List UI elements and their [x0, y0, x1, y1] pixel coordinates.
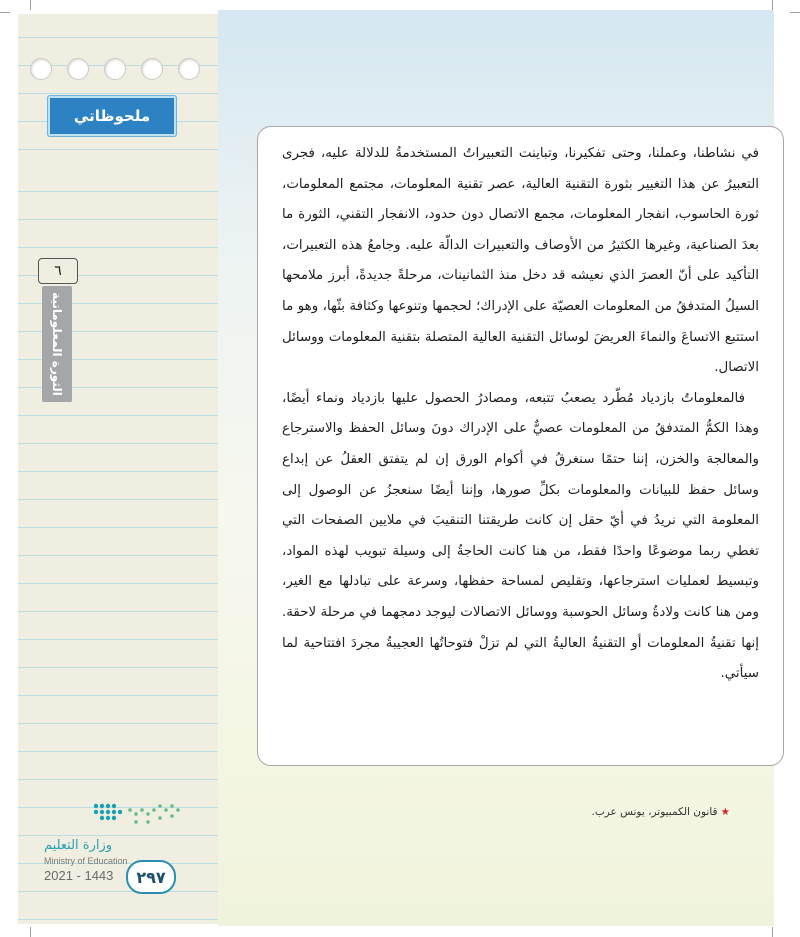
notes-panel [18, 14, 219, 924]
ministry-year: 2021 - 1443 [44, 868, 114, 883]
chapter-title: الثورة المعلوماتية [50, 292, 64, 396]
footnote-star-icon: ★ [720, 806, 730, 818]
crop-mark [0, 12, 10, 13]
ministry-logo-icon [92, 798, 184, 832]
footnote-text: قانون الكمبيوتر، يونس عرب. [591, 806, 718, 818]
chapter-title-tab [42, 286, 72, 402]
crop-mark [30, 0, 31, 10]
chapter-number: ٦ [38, 258, 78, 284]
binder-holes [30, 58, 200, 82]
binder-hole [141, 58, 163, 80]
notes-header: ملحوظاتي [48, 96, 176, 136]
crop-mark [30, 927, 31, 937]
binder-hole [178, 58, 200, 80]
body-paragraph-1: في نشاطنا، وعملنا، وحتى تفكيرنا، وتباينت التعبيراتُ المستخدمةُ للدلالة عليه، فجرى التعبيرُ عن هذا التغيير بثورة التقنية العالية، عصر تقنية المعلومات، مجتمع المعلومات، ثورة الحاسوب، انفجار المعلومات، مجمع الاتصال دون حدود، الانفجار التقني، الثورة ما بعدَ الصناعية، وغيرها الكثيرُ من الأوصاف والتعبيرات الدالّة عليه. وجامعُ هذه التعبيرات، التأكيد على أنّ العصرَ الذي نعيشه قد دخل منذ الثمانينات، مرحلةً جديدةً، أبرز ملامحها السيلُ المتدفقُ من المعلومات العصيّة على الإدراك؛ لحجمها وتنوعها وكثافة بثّها، وهو ما استتبع الاتساعَ والنماءَ العريضَ لوسائل التقنية العالية المتصلة بتقنية المعلومات ووسائل الاتصال. [282, 146, 759, 376]
page-number: ٢٩٧ [126, 860, 176, 894]
ministry-name-ar: وزارة التعليم [44, 838, 113, 853]
crop-mark [772, 0, 773, 10]
binder-hole [67, 58, 89, 80]
text-box [257, 126, 784, 766]
footnote [520, 806, 730, 818]
ministry-name-en: Ministry of Education [44, 856, 128, 866]
binder-hole [104, 58, 126, 80]
crop-mark [772, 927, 773, 937]
binder-hole [30, 58, 52, 80]
body-paragraph-2: فالمعلوماتُ بازدياد مُطّرد يصعبُ تتبعه، ومصادرُ الحصول عليها بازدياد ونماء أيضًا، وهذا الكمُّ المتدفقُ من المعلومات عصيٌّ على الإدراك دونَ وسائل الحفظ والاسترجاع والمعالجة والخزن، إننا حتمًا سنغرقُ في أكوام الورق إن لم يتفتق العقلُ عن إبداع وسائل حفظ للبيانات والمعلومات بكلِّ صورها، وإننا أيضًا سنعجزُ عن الوصول إلى المعلومة التي نريدُ في أيّ حقل إن كانت طريقتنا التنقيبَ في ملايين الصفحات التي تغطي ربما موضوعًا واحدًا فقط، من هنا كانت الحاجةُ إلى وسيلة تبويب لهذه المواد، وتبسيط لعمليات استرجاعها، وتقليص لمساحة حفظها، وسرعة على تبادلها مع الغير، ومن هنا كانت ولادةُ وسائل الحوسبة ووسائل الاتصالات ليوجد دمجهما في مرحلة لاحقة. إنها تقنيةُ المعلومات أو التقنيةُ العاليةُ التي لم تزلْ فتوحاتُها العجيبةُ مجردَ افتتاحية لما سيأتي. [282, 390, 759, 682]
crop-mark [790, 12, 800, 13]
